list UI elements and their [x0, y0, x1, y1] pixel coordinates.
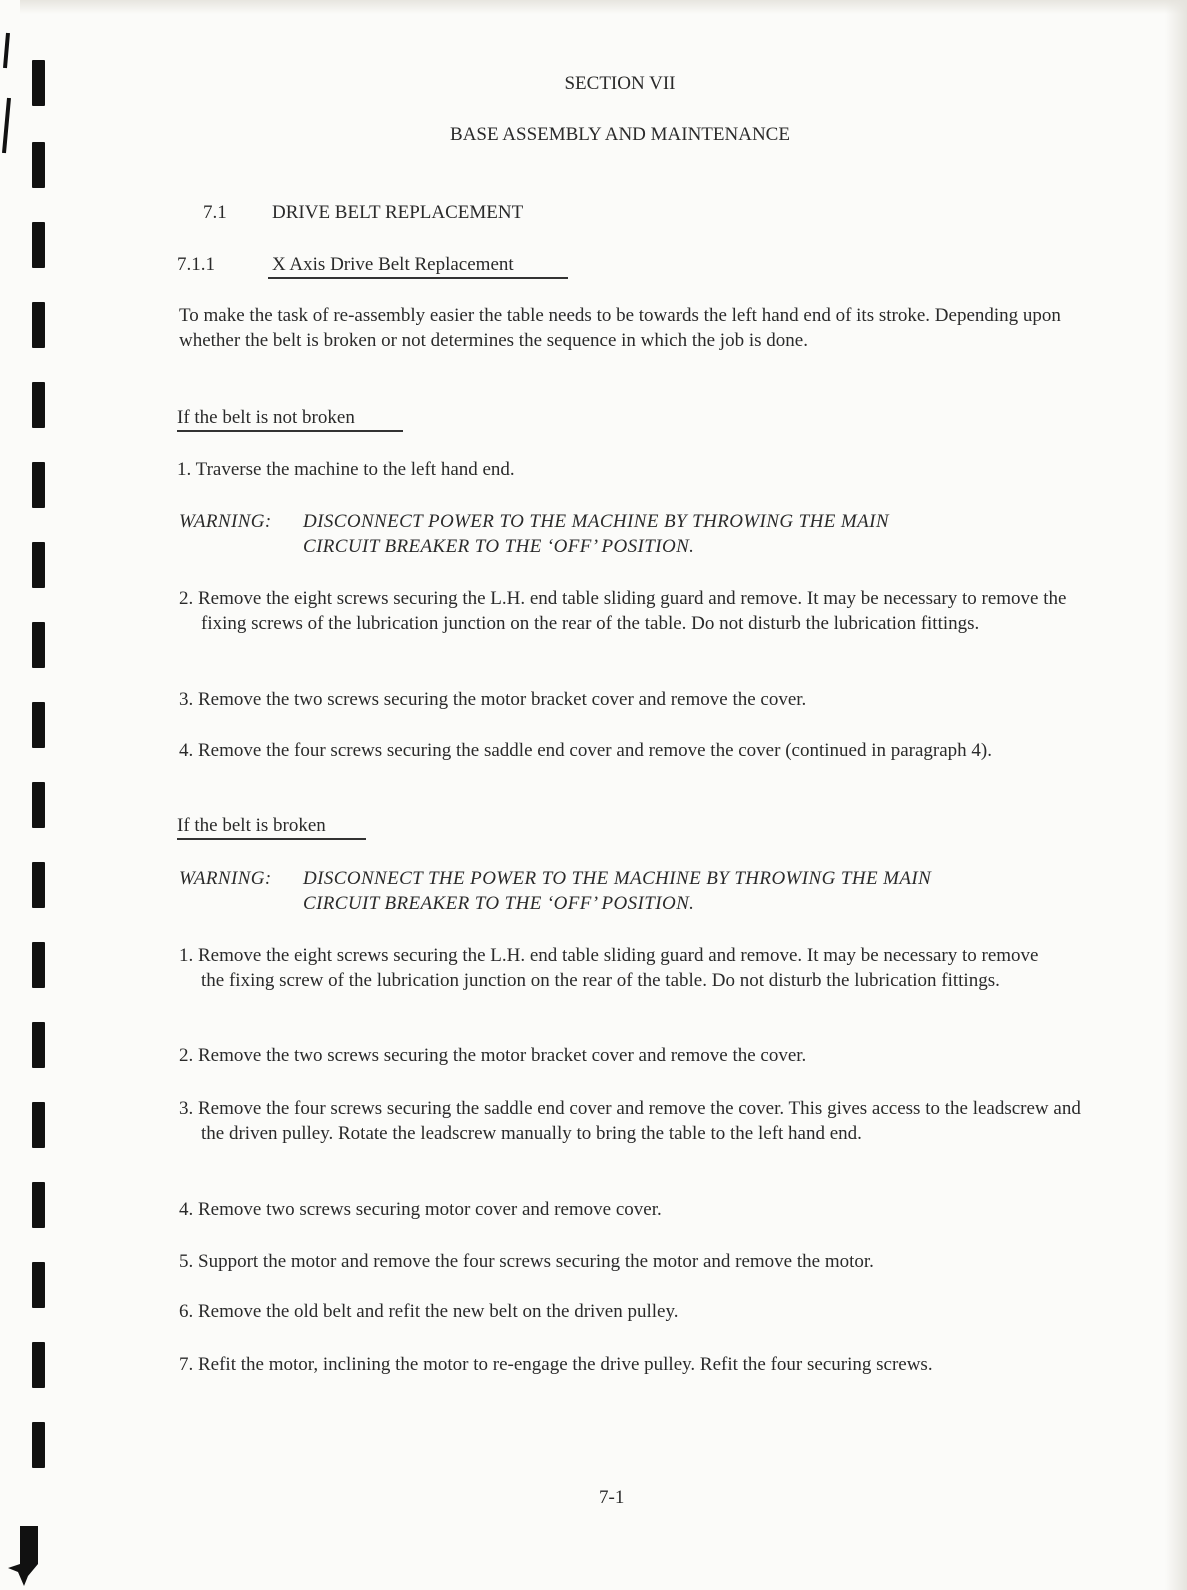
broken-step-7: 7. Refit the motor, inclining the motor to re-engage the drive pulley. Refit the four securing screws. — [179, 1354, 933, 1375]
not-broken-step-4: 4. Remove the four screws securing the saddle end cover and remove the cover (continued in paragraph 4). — [179, 740, 993, 761]
not-broken-underline — [177, 430, 403, 432]
broken-step-2: 2. Remove the two screws securing the motor bracket cover and remove the cover. — [179, 1045, 807, 1066]
broken-step-4: 4. Remove two screws securing motor cover and remove cover. — [179, 1199, 662, 1220]
broken-step-6: 6. Remove the old belt and refit the new belt on the driven pulley. — [179, 1301, 679, 1322]
binding-hole-icon — [32, 942, 45, 988]
warning-label: WARNING: — [179, 868, 272, 889]
binding-hole-icon — [32, 1262, 45, 1308]
not-broken-heading: If the belt is not broken — [177, 407, 355, 428]
not-broken-step-1: 1. Traverse the machine to the left hand end. — [177, 459, 515, 480]
binding-hole-icon — [32, 1182, 45, 1228]
binding-hole-icon — [32, 1102, 45, 1148]
warning-line-2: CIRCUIT BREAKER TO THE ‘OFF’ POSITION. — [303, 536, 695, 557]
broken-step-5: 5. Support the motor and remove the four screws securing the motor and remove the motor. — [179, 1251, 874, 1272]
binding-hole-icon — [32, 1022, 45, 1068]
binding-hole-icon — [32, 222, 45, 268]
binding-hole-icon — [32, 1422, 45, 1468]
binding-hole-icon — [32, 302, 45, 348]
broken-underline — [177, 838, 366, 840]
broken-heading: If the belt is broken — [177, 815, 326, 836]
warning-label: WARNING: — [179, 511, 272, 532]
heading-7-1-number: 7.1 — [203, 202, 227, 223]
not-broken-step-2: 2. Remove the eight screws securing the L.H. end table sliding guard and remove. It may be necessary to remove the fixing screws of the lubrication junction on the rear of the table. Do not disturb the lubrication fittings. — [179, 588, 1067, 634]
page-number: 7-1 — [599, 1487, 625, 1508]
binding-hole-icon — [32, 462, 45, 508]
heading-7-1-1-number: 7.1.1 — [177, 254, 215, 275]
heading-7-1-title: DRIVE BELT REPLACEMENT — [272, 202, 524, 223]
intro-paragraph: To make the task of re-assembly easier the table needs to be towards the left hand end of its stroke. Depending upon whether the belt is broken or not determines the sequence in which the job is done. — [179, 305, 1061, 351]
warning-line-2: CIRCUIT BREAKER TO THE ‘OFF’ POSITION. — [303, 893, 695, 914]
binding-hole-icon — [32, 142, 45, 188]
section-title: SECTION VII — [564, 73, 676, 94]
not-broken-step-3: 3. Remove the two screws securing the motor bracket cover and remove the cover. — [179, 689, 807, 710]
section-subtitle: BASE ASSEMBLY AND MAINTENANCE — [450, 124, 790, 145]
binding-hole-icon — [32, 702, 45, 748]
broken-step-3: 3. Remove the four screws securing the saddle end cover and remove the cover. This gives access to the leadscrew and the driven pulley. Rotate the leadscrew manually to bring the table to the left hand end. — [179, 1098, 1081, 1144]
binding-hole-icon — [32, 622, 45, 668]
paper-right-edge — [1165, 0, 1187, 1590]
warning-line-1: DISCONNECT POWER TO THE MACHINE BY THROWING THE MAIN — [303, 511, 889, 532]
heading-underline — [268, 277, 568, 279]
binding-hole-icon — [32, 382, 45, 428]
heading-7-1-1-title: X Axis Drive Belt Replacement — [272, 254, 514, 275]
broken-step-1: 1. Remove the eight screws securing the L.H. end table sliding guard and remove. It may be necessary to remove the fixing screw of the lubrication junction on the rear of the table. Do not disturb the lubrication fittings. — [179, 945, 1039, 991]
warning-line-1: DISCONNECT THE POWER TO THE MACHINE BY THROWING THE MAIN — [303, 868, 932, 889]
binding-hole-icon — [32, 782, 45, 828]
binding-hole-icon — [32, 542, 45, 588]
binding-holes — [0, 0, 60, 1590]
not-broken-warning — [179, 509, 889, 559]
paper-top-edge — [20, 0, 1187, 14]
binding-curl-icon — [0, 1524, 50, 1588]
broken-warning — [179, 866, 931, 916]
binding-hole-icon — [32, 1342, 45, 1388]
binding-hole-icon — [32, 862, 45, 908]
